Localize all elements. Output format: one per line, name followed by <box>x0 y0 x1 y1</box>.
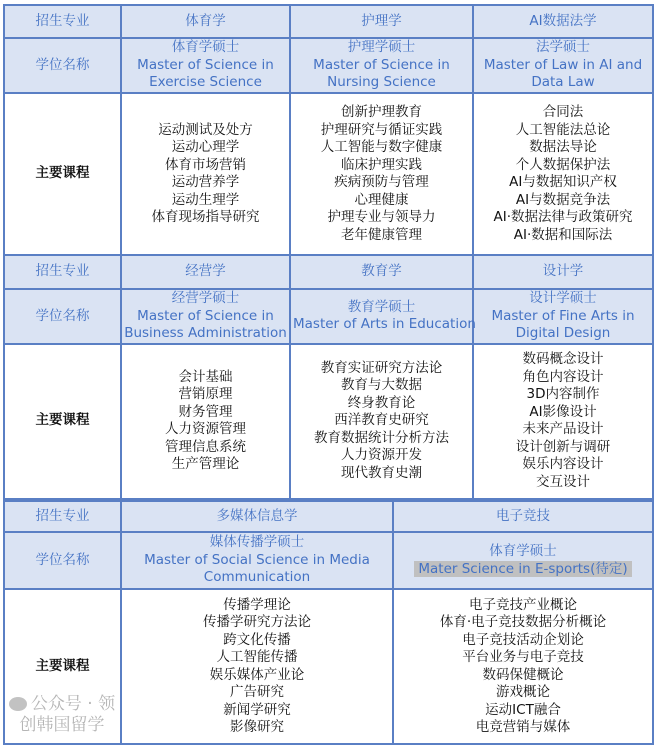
degree-cell <box>290 38 473 93</box>
course-item: 教育实证研究方法论 <box>320 359 443 376</box>
program-table <box>3 254 654 500</box>
degree-name-en <box>476 308 650 326</box>
degree-cell <box>473 38 653 93</box>
course-item: 心理健康 <box>354 191 409 208</box>
course-item: 人力资源管理 <box>165 421 246 437</box>
course-item: 影像研究 <box>230 719 284 735</box>
course-item: 娱乐内容设计 <box>522 456 604 472</box>
course-item: 管理信息系统 <box>165 438 246 455</box>
course-item: 临床护理实践 <box>341 156 422 173</box>
degree-name-en <box>124 57 287 75</box>
course-item: 疾病预防与管理 <box>334 174 429 190</box>
degree-name-en-text: Nursing Science <box>327 74 436 90</box>
courses-row <box>4 93 653 256</box>
course-item: AI·数据法律与政策研究 <box>493 209 633 225</box>
degree-cell <box>121 532 393 589</box>
watermark: 公众号 · 领创韩国留学 <box>8 694 116 736</box>
major-cell: 教育学 <box>290 255 473 289</box>
course-item: 娱乐媒体产业论 <box>209 666 305 683</box>
degree-name-cn: 护理学硕士 <box>347 39 416 55</box>
courses-cell <box>393 589 653 744</box>
wechat-icon <box>9 697 27 711</box>
major-cell: 多媒体信息学 <box>121 501 393 532</box>
major-label: 招生专业 <box>4 501 121 532</box>
major-row <box>4 5 653 38</box>
course-item: AI·数据和国际法 <box>513 226 613 243</box>
degree-label: 学位名称 <box>4 38 121 93</box>
course-item: 运动生理学 <box>171 191 240 208</box>
degree-row <box>4 289 653 344</box>
course-item: 运动ICT融合 <box>485 701 561 718</box>
course-item: 营销原理 <box>178 386 233 402</box>
degree-cell <box>121 38 290 93</box>
course-item: 教育数据统计分析方法 <box>314 429 449 446</box>
course-item: 传播学研究方法论 <box>203 614 311 630</box>
degree-name-en <box>476 325 650 343</box>
degree-name-en-text: Master of Science in <box>137 307 274 324</box>
degree-name-en-text: Exercise Science <box>149 74 262 90</box>
degree-label: 学位名称 <box>4 532 121 589</box>
degree-name-en <box>476 74 650 92</box>
major-label: 招生专业 <box>4 255 121 289</box>
courses-label: 主要课程 <box>4 589 121 744</box>
course-item: 合同法 <box>542 104 584 120</box>
course-item: 电竞营销与媒体 <box>475 719 571 735</box>
degree-name-en-text: Mater Science in E-sports(待定) <box>414 561 631 577</box>
course-item: 护理研究与循证实践 <box>320 121 443 138</box>
degree-name-en <box>124 325 287 343</box>
course-item: 终身教育论 <box>347 394 416 411</box>
degree-name-en <box>124 552 390 570</box>
degree-cell <box>393 532 653 589</box>
degree-name-en-text: Business Administration <box>124 325 287 341</box>
course-item: 教育与大数据 <box>341 377 422 394</box>
degree-name-en-text: Master of Science in <box>313 56 450 73</box>
course-item: 体育现场指导研究 <box>151 209 260 225</box>
course-item: 游戏概论 <box>496 684 550 700</box>
course-item: AI影像设计 <box>529 403 597 420</box>
course-item: 设计创新与调研 <box>515 438 611 455</box>
degree-name-en <box>293 74 470 92</box>
degree-name-cn: 设计学硕士 <box>529 290 597 306</box>
course-item: 西洋教育史研究 <box>334 412 429 429</box>
course-item: 平台业务与电子竞技 <box>462 649 584 665</box>
courses-cell <box>473 93 653 256</box>
major-row <box>4 255 653 289</box>
course-item: 数码概念设计 <box>522 351 604 367</box>
course-item: 新闻学研究 <box>223 701 291 718</box>
degree-name-en <box>124 74 287 92</box>
degree-name-cn: 法学硕士 <box>536 39 590 55</box>
course-item: 角色内容设计 <box>522 368 604 385</box>
course-item: 人工智能法总论 <box>515 121 611 138</box>
course-item: 运动心理学 <box>171 139 240 155</box>
course-item: 生产管理论 <box>171 456 240 472</box>
course-item: 运动营养学 <box>171 174 240 190</box>
courses-cell <box>121 344 290 499</box>
major-cell: 体育学 <box>121 5 290 38</box>
major-row <box>4 501 653 532</box>
course-item: 电子竞技活动企划论 <box>462 631 584 648</box>
course-item: 传播学理论 <box>223 596 291 613</box>
courses-label: 主要课程 <box>4 93 121 256</box>
major-cell: 经营学 <box>121 255 290 289</box>
course-item: 财务管理 <box>178 403 233 420</box>
degree-cell <box>121 289 290 344</box>
course-item: 会计基础 <box>178 368 233 385</box>
degree-cell <box>290 289 476 344</box>
degree-name-en-text: Digital Design <box>515 325 611 341</box>
degree-name-en-text: Master of Science in <box>137 56 274 73</box>
degree-name-cn: 体育学硕士 <box>171 39 240 55</box>
course-item: 跨文化传播 <box>223 631 291 648</box>
course-item: AI与数据知识产权 <box>509 174 617 190</box>
course-item: 人工智能与数字健康 <box>320 139 443 155</box>
degree-name-en <box>293 57 470 75</box>
degree-label: 学位名称 <box>4 289 121 344</box>
degree-name-en <box>396 561 650 579</box>
course-item: 护理专业与领导力 <box>327 209 436 225</box>
degree-name-cn: 教育学硕士 <box>347 298 416 315</box>
degree-name-cn: 经营学硕士 <box>171 290 240 306</box>
degree-name-en-text: Master of Arts in Education <box>293 316 476 333</box>
course-item: 老年健康管理 <box>341 226 422 243</box>
courses-cell <box>121 93 290 256</box>
degree-name-cn: 体育学硕士 <box>489 543 557 559</box>
course-item: 广告研究 <box>230 684 284 700</box>
courses-cell <box>473 344 653 499</box>
major-cell: 电子竞技 <box>393 501 653 532</box>
degree-row <box>4 38 653 93</box>
course-item: 人力资源开发 <box>341 447 422 464</box>
courses-cell <box>290 344 473 499</box>
degree-name-cn: 媒体传播学硕士 <box>209 534 305 551</box>
course-item: 数码保健概论 <box>482 666 564 683</box>
course-item: AI与数据竞争法 <box>515 191 611 208</box>
degree-name-en-text: Communication <box>203 569 311 586</box>
courses-cell <box>121 589 393 744</box>
major-cell: 护理学 <box>290 5 473 38</box>
program-table <box>3 4 654 257</box>
course-item: 现代教育史潮 <box>341 464 422 481</box>
course-item: 个人数据保护法 <box>515 156 611 173</box>
courses-row <box>4 344 653 499</box>
course-item: 交互设计 <box>536 473 590 490</box>
major-cell: AI数据法学 <box>473 5 653 38</box>
degree-row <box>4 532 653 589</box>
degree-name-en-text: Master of Law in AI and <box>483 56 643 73</box>
degree-name-en <box>476 57 650 75</box>
major-label: 招生专业 <box>4 5 121 38</box>
degree-name-en-text: Data Law <box>531 74 595 90</box>
courses-label: 主要课程 <box>4 344 121 499</box>
courses-cell <box>290 93 473 256</box>
course-item: 电子竞技产业概论 <box>469 596 577 613</box>
course-item: 数据法导论 <box>529 139 597 155</box>
degree-name-en-text: Master of Social Science in Media <box>144 551 370 568</box>
degree-name-en <box>124 569 390 587</box>
course-item: 运动测试及处方 <box>158 121 253 138</box>
course-item: 未来产品设计 <box>522 421 604 437</box>
degree-name-en <box>293 316 476 334</box>
degree-cell <box>473 289 653 344</box>
course-item: 体育市场营销 <box>165 156 246 173</box>
course-item: 3D内容制作 <box>526 386 600 402</box>
course-item: 人工智能传播 <box>216 649 298 665</box>
course-item: 创新护理教育 <box>341 104 422 120</box>
course-item: 体育·电子竞技数据分析概论 <box>439 614 607 630</box>
degree-name-en <box>124 308 287 326</box>
degree-name-en-text: Master of Fine Arts in <box>491 307 635 324</box>
major-cell: 设计学 <box>473 255 653 289</box>
